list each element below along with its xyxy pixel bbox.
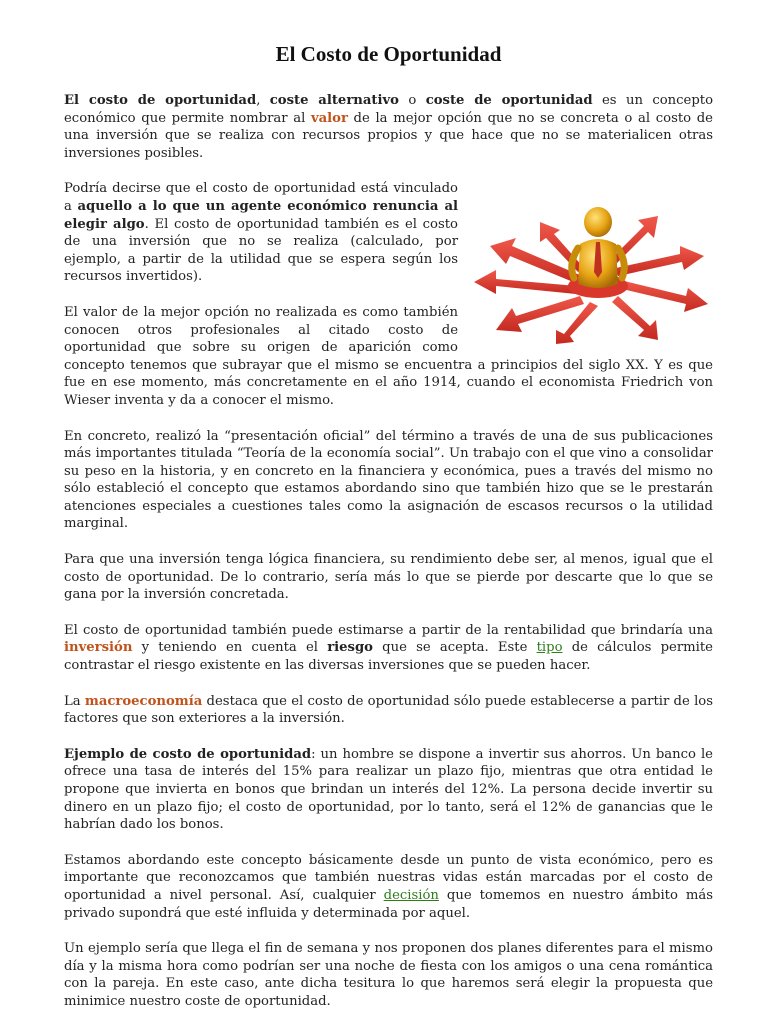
page-title: El Costo de Oportunidad: [275, 42, 502, 66]
link-inversion[interactable]: inversión: [64, 640, 133, 656]
text: y teniendo en cuenta el: [132, 640, 328, 656]
text: de cálculos permite contrastar el riesgo existente en las diversas inversiones que se pueden hacer.: [64, 640, 713, 674]
paragraph-10: Un ejemplo sería que llega el fin de semana y nos proponen dos planes diferentes para el mismo día y la misma hora como podrían ser una noche de fiesta con los amigos o una cena romántica con la pareja. En este caso, ante dicha tesitura lo que haremos será elegir la propuesta que minimice nuestro coste de oportunidad.: [64, 941, 713, 1009]
link-valor[interactable]: valor: [310, 110, 348, 126]
text: La: [64, 693, 85, 709]
bold-term: coste alternativo: [269, 93, 399, 108]
bold-term: El costo de oportunidad: [64, 93, 257, 108]
text: de la mejor opción que no se concreta o al costo de una inversión que se realiza con recursos propios y que hace que no se materialicen otras inversiones posibles.: [64, 110, 713, 161]
text: . El costo de oportunidad también es el costo de una inversión que no se realiza (calculado, por ejemplo, a partir de la utilidad que se espera según los recursos invertidos).: [64, 216, 458, 285]
businessman-crossroads-icon: [472, 184, 717, 344]
paragraph-1: [64, 92, 713, 162]
paragraph-9: [64, 852, 713, 922]
link-decision[interactable]: decisión: [383, 887, 439, 903]
text: que tomemos en nuestro ámbito más privado supondrá que esté influida y determinada por aquel.: [64, 887, 713, 921]
text: Podría decirse que el costo de oportunidad está vinculado a: [64, 181, 458, 214]
text: destaca que el costo de oportunidad sólo puede establecerse a partir de los factores que son exteriores a la inversión.: [64, 693, 713, 727]
paragraph-4: En concreto, realizó la “presentación oficial” del término a través de una de sus publicaciones más importantes titulada “Teoría de la economía social”. Un trabajo con el que vino a consolidar su peso en la historia, y en concreto en la financiera y económica, pues a través del mismo no sólo estableció el concepto que estamos abordando sino que también hizo que se le prestarán atenciones especiales a cuestiones tales como la asignación de escasos recursos o la utilidad marginal.: [64, 428, 713, 532]
text: o: [398, 93, 426, 108]
text: El costo de oportunidad también puede estimarse a partir de la rentabilidad que brindaría una: [64, 622, 713, 638]
paragraph-3: El valor de la mejor opción no realizada es como también conocen otros profesionales al citado costo de oportunidad que sobre su origen de aparición como concepto tenemos que subrayar que el mismo se encuentra a principios del siglo XX. Y es que fue en ese momento, más concretamente en el año 1914, cuando el economista Friedrich von Wieser inventa y da a conocer el mismo.: [64, 304, 713, 408]
bold-term: aquello a lo que un agente económico renuncia al elegir algo: [64, 198, 458, 232]
bold-term: Ejemplo de costo de oportunidad: [64, 746, 312, 762]
text: : un hombre se dispone a invertir sus ahorros. Un banco le ofrece una tasa de interés del 15% para realizar un plazo fijo, mientras que otra entidad le propone que invierta en bonos que brindan un interés del 12%. La persona decide invertir su dinero en un plazo fijo; el costo de oportunidad, por lo tanto, será el 12% de ganancias que le habrían dado los bonos.: [64, 746, 713, 833]
link-macroeconomia[interactable]: macroeconomía: [84, 693, 203, 709]
bold-term: riesgo: [327, 640, 373, 656]
text: que se acepta. Este: [372, 640, 537, 656]
paragraph-6: [64, 622, 713, 675]
text: ,: [256, 93, 270, 108]
paragraph-7: [64, 693, 713, 728]
bold-term: coste de oportunidad: [425, 93, 593, 108]
link-tipo[interactable]: tipo: [536, 640, 563, 656]
document-page: [64, 40, 713, 1029]
text: Estamos abordando este concepto básicamente desde un punto de vista económico, pero es importante que reconozcamos que también nuestras vidas están marcadas por el costo de oportunidad a nivel personal. Así, cualquier: [64, 852, 713, 903]
text: es un concepto económico que permite nombrar al: [64, 93, 714, 126]
paragraph-8: [64, 746, 713, 834]
paragraph-5: Para que una inversión tenga lógica financiera, su rendimiento debe ser, al menos, igual que el costo de oportunidad. De lo contrario, sería más lo que se pierde por descarte que lo que se gana por la inversión concretada.: [64, 552, 713, 603]
